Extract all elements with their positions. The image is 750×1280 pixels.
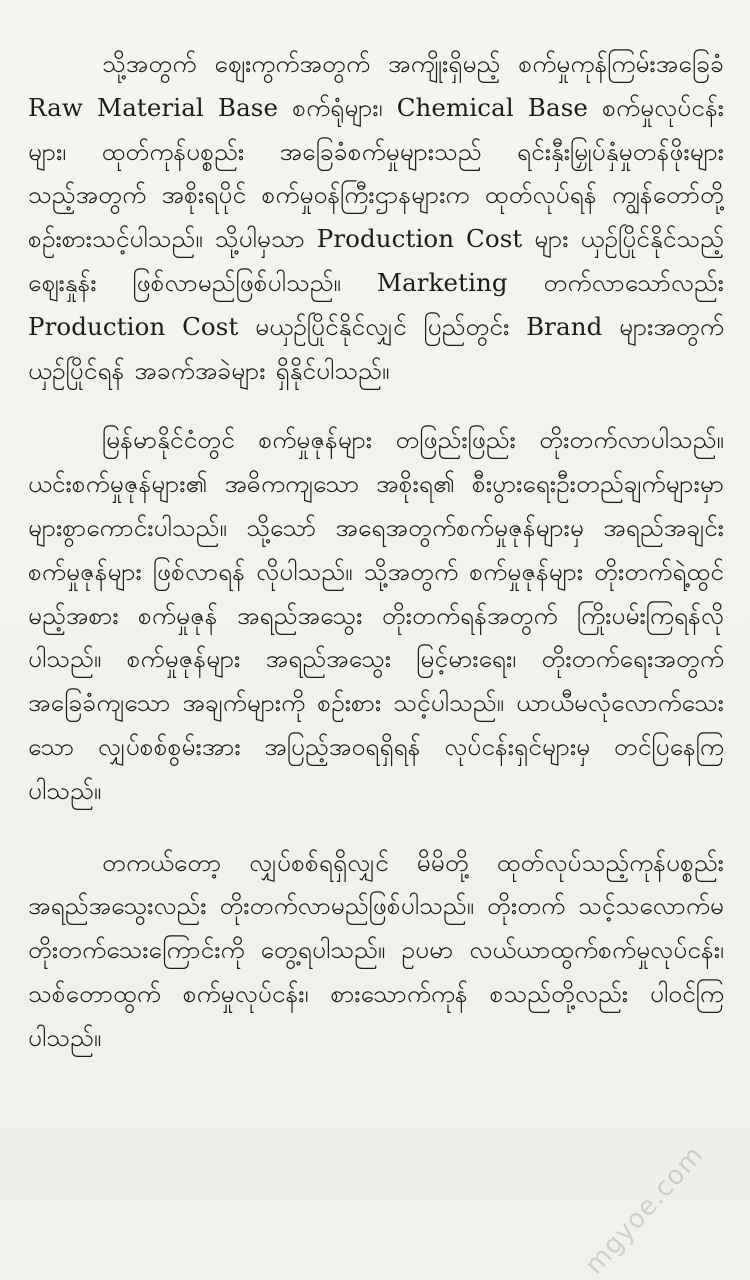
paragraph-3: တကယ်တော့ လျှပ်စစ်ရရှိလျှင် မိမိတို့ ထုတ်လုပ်သည့်ကုန်ပစ္စည်းအရည်အသွေးလည်း တိုးတက်လာမည်ဖြစ်ပါသည်။ တိုးတက် သင့်သလောက်မတိုးတက်သေးကြောင်းကို တွေ့ရပါသည်။ ဥပမာ လယ်ယာထွက်စက်မှုလုပ်ငန်း၊ သစ်တောထွက် စက်မှုလုပ်ငန်း၊ စားသောက်ကုန် စသည်တို့လည်း ပါဝင်ကြပါသည်။ bbox=[28, 847, 724, 1052]
paragraph-2: မြန်မာနိုင်ငံတွင် စက်မှုဇုန်များ တဖြည်းဖြည်း တိုးတက်လာပါသည်။ ယင်းစက်မှုဇုန်များ၏ အဓိကကျသော အစိုးရ၏ စီးပွားရေးဦးတည်ချက်များမှာ များစွာကောင်းပါသည်။ သို့သော် အရေအတွက်စက်မှုဇုန်များမှ အရည်အချင်း စက်မှုဇုန်များ ဖြစ်လာရန် လိုပါသည်။ သို့အတွက် စက်မှုဇုန်များ တိုးတက်ရဲ့ထွင်မည့်အစား စက်မှုဇုန် အရည်အသွေး တိုးတက်ရန်အတွက် ကြိုးပမ်းကြရန်လိုပါသည်။ စက်မှုဇုန်များ အရည်အသွေး မြင့်မားရေး၊ တိုးတက်ရေးအတွက် အခြေခံကျသော အချက်များကို စဉ်းစား သင့်ပါသည်။ ယာယီမလုံလောက်သေးသော လျှပ်စစ်စွမ်းအား အပြည့်အဝရရှိရန် လုပ်ငန်းရှင်များမှ တင်ပြနေကြပါသည်။ bbox=[28, 425, 724, 805]
watermark-text: mgyoe.com bbox=[579, 1139, 710, 1280]
paragraph-1: သို့အတွက် ဈေးကွက်အတွက် အကျိုးရှိမည့် စက်မှုကုန်ကြမ်းအခြေခံ Raw Material Base စက်ရုံများ၊ Chemical Base စက်မှုလုပ်ငန်းများ၊ ထုတ်ကုန်ပစ္စည်း အခြေခံစက်မှုများသည် ရင်းနှီးမြှုပ်နှံမှုတန်ဖိုးများသည့်အတွက် အစိုးရပိုင် စက်မှုဝန်ကြီးဌာနများက ထုတ်လုပ်ရန် ကျွန်တော်တို့ စဉ်းစားသင့်ပါသည်။ သို့ပါမှသာ Production Cost များ ယှဉ်ပြိုင်နိုင်သည့်ဈေးနှုန်း ဖြစ်လာမည်ဖြစ်ပါသည်။ Marketing တက်လာသော်လည်း Production Cost မယှဉ်ပြိုင်နိုင်လျှင် ပြည်တွင်း Brand များအတွက် ယှဉ်ပြိုင်ရန် အခက်အခဲများ ရှိနိုင်ပါသည်။ bbox=[28, 49, 724, 385]
body-text bbox=[28, 42, 724, 1088]
